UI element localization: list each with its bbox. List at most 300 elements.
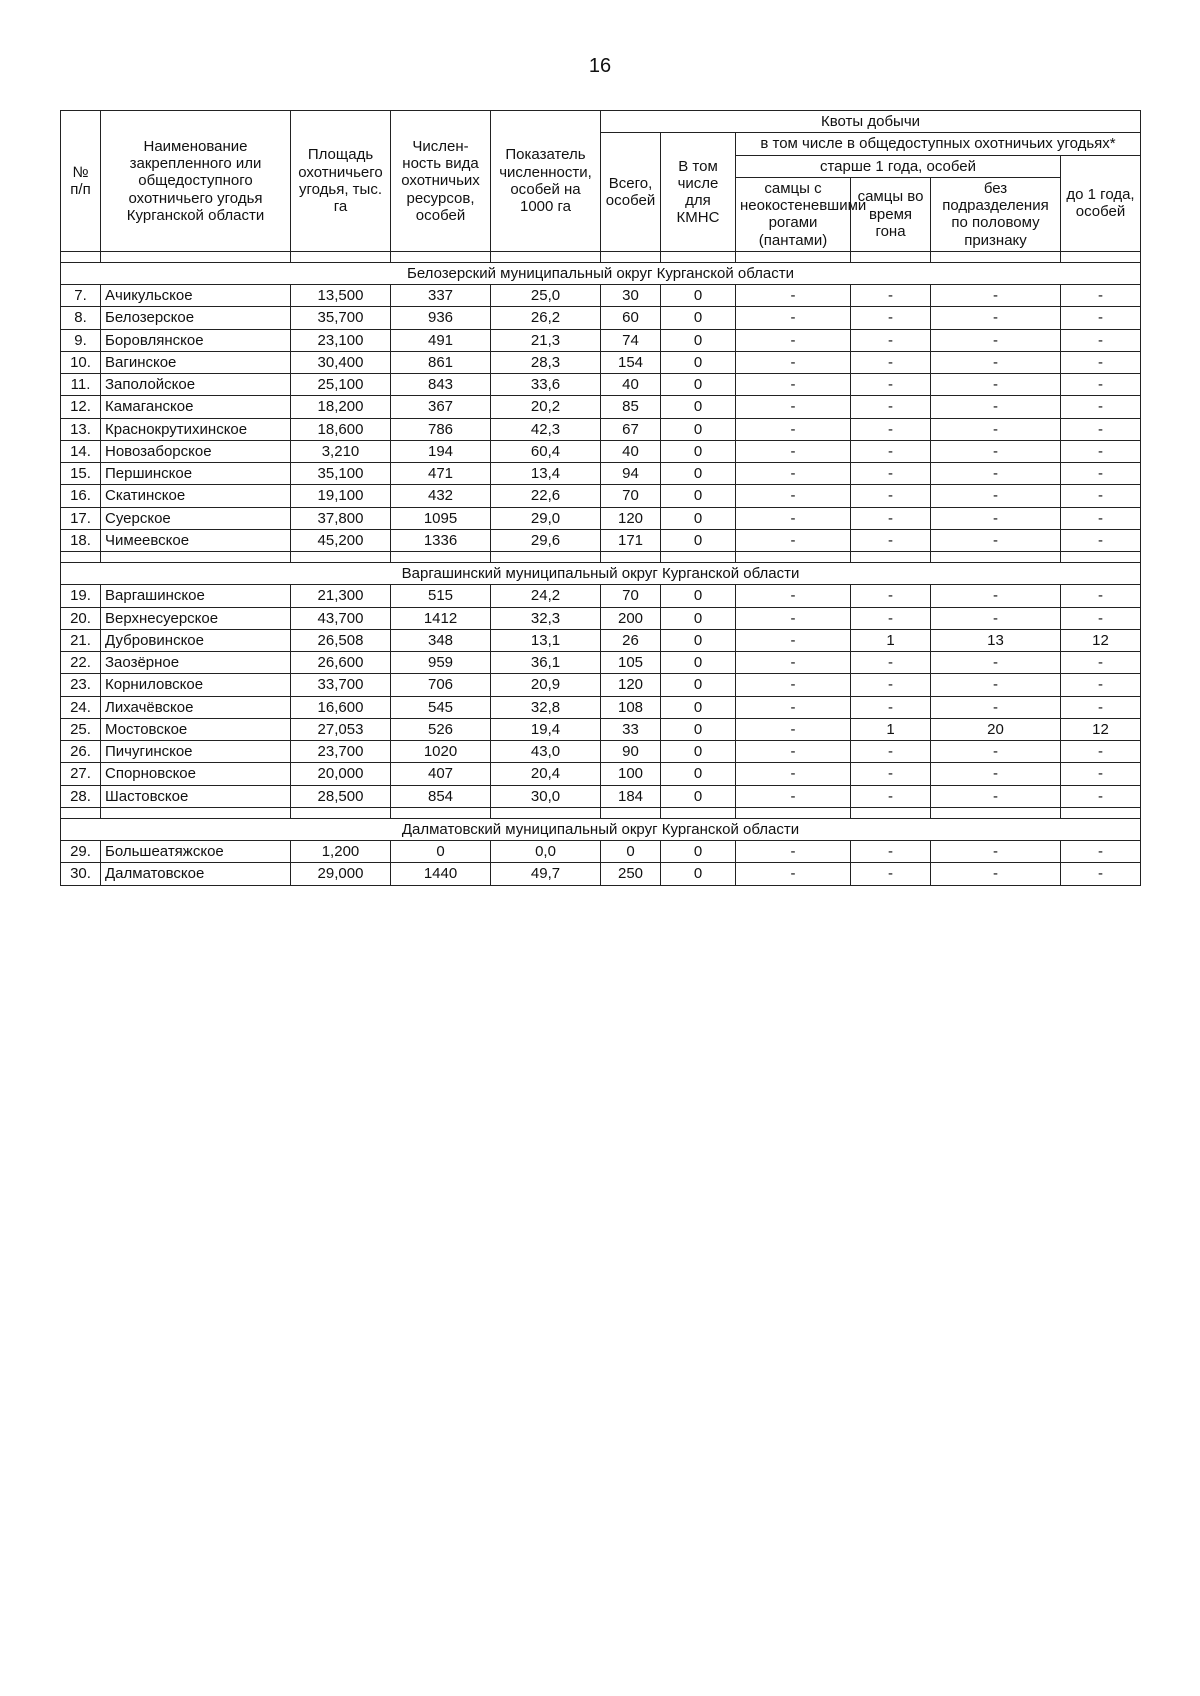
cell-no-sex: - (931, 652, 1061, 674)
cell-name: Краснокрутихинское (101, 418, 291, 440)
cell-density: 0,0 (491, 841, 601, 863)
spacer-cell (391, 552, 491, 563)
cell-density: 43,0 (491, 741, 601, 763)
cell-population: 367 (391, 396, 491, 418)
cell-no-sex: - (931, 374, 1061, 396)
cell-males-rut: - (851, 285, 931, 307)
cell-density: 32,3 (491, 607, 601, 629)
section-title: Варгашинский муниципальный округ Курганской области (61, 563, 1141, 585)
spacer-cell (851, 552, 931, 563)
section-spacer (61, 251, 1141, 262)
cell-area: 30,400 (291, 351, 391, 373)
cell-density: 42,3 (491, 418, 601, 440)
cell-no-sex: - (931, 763, 1061, 785)
cell-males-rut: - (851, 463, 931, 485)
table-row (61, 374, 1141, 396)
cell-males-antlers: - (736, 863, 851, 885)
cell-population: 1412 (391, 607, 491, 629)
cell-total: 85 (601, 396, 661, 418)
cell-num: 9. (61, 329, 101, 351)
cell-name: Далматовское (101, 863, 291, 885)
cell-density: 24,2 (491, 585, 601, 607)
cell-area: 23,700 (291, 741, 391, 763)
cell-under-one: - (1061, 785, 1141, 807)
spacer-cell (1061, 807, 1141, 818)
cell-under-one: - (1061, 285, 1141, 307)
cell-no-sex: - (931, 329, 1061, 351)
cell-population: 1020 (391, 741, 491, 763)
cell-no-sex: - (931, 507, 1061, 529)
cell-kmns: 0 (661, 507, 736, 529)
spacer-cell (736, 807, 851, 818)
cell-no-sex: - (931, 607, 1061, 629)
cell-total: 108 (601, 696, 661, 718)
cell-population: 337 (391, 285, 491, 307)
cell-males-rut: - (851, 418, 931, 440)
cell-kmns: 0 (661, 485, 736, 507)
header-males-rut: самцы во время гона (851, 177, 931, 251)
cell-total: 105 (601, 652, 661, 674)
table-row (61, 329, 1141, 351)
cell-num: 30. (61, 863, 101, 885)
cell-males-antlers: - (736, 585, 851, 607)
spacer-cell (661, 251, 736, 262)
cell-population: 545 (391, 696, 491, 718)
cell-total: 74 (601, 329, 661, 351)
section-title: Далматовский муниципальный округ Курганской области (61, 818, 1141, 840)
cell-males-antlers: - (736, 785, 851, 807)
cell-kmns: 0 (661, 351, 736, 373)
cell-males-antlers: - (736, 607, 851, 629)
cell-males-antlers: - (736, 674, 851, 696)
cell-males-rut: - (851, 741, 931, 763)
header-total: Всего, особей (601, 133, 661, 252)
cell-males-rut: 1 (851, 718, 931, 740)
spacer-cell (661, 807, 736, 818)
cell-density: 19,4 (491, 718, 601, 740)
header-kmns: В том числе для КМНС (661, 133, 736, 252)
cell-males-rut: - (851, 841, 931, 863)
cell-density: 22,6 (491, 485, 601, 507)
spacer-cell (101, 807, 291, 818)
cell-population: 407 (391, 763, 491, 785)
cell-name: Заполойское (101, 374, 291, 396)
spacer-cell (61, 251, 101, 262)
cell-num: 15. (61, 463, 101, 485)
cell-density: 49,7 (491, 863, 601, 885)
table-row (61, 741, 1141, 763)
cell-males-rut: - (851, 396, 931, 418)
cell-under-one: - (1061, 329, 1141, 351)
cell-total: 250 (601, 863, 661, 885)
cell-num: 28. (61, 785, 101, 807)
spacer-cell (491, 251, 601, 262)
cell-males-antlers: - (736, 696, 851, 718)
cell-total: 70 (601, 585, 661, 607)
cell-population: 706 (391, 674, 491, 696)
cell-kmns: 0 (661, 863, 736, 885)
cell-total: 120 (601, 507, 661, 529)
cell-population: 936 (391, 307, 491, 329)
table-row (61, 696, 1141, 718)
cell-name: Варгашинское (101, 585, 291, 607)
cell-area: 28,500 (291, 785, 391, 807)
cell-under-one: - (1061, 863, 1141, 885)
cell-name: Ачикульское (101, 285, 291, 307)
cell-no-sex: - (931, 785, 1061, 807)
cell-total: 40 (601, 440, 661, 462)
cell-population: 432 (391, 485, 491, 507)
cell-males-rut: - (851, 529, 931, 551)
cell-no-sex: - (931, 529, 1061, 551)
cell-under-one: - (1061, 374, 1141, 396)
header-no-sex: без подразделения по половому признаку (931, 177, 1061, 251)
cell-kmns: 0 (661, 418, 736, 440)
cell-name: Большеатяжское (101, 841, 291, 863)
cell-name: Спорновское (101, 763, 291, 785)
cell-area: 18,600 (291, 418, 391, 440)
cell-density: 33,6 (491, 374, 601, 396)
spacer-cell (1061, 552, 1141, 563)
cell-num: 26. (61, 741, 101, 763)
cell-name: Чимеевское (101, 529, 291, 551)
cell-under-one: - (1061, 396, 1141, 418)
cell-kmns: 0 (661, 440, 736, 462)
cell-area: 26,508 (291, 629, 391, 651)
cell-name: Першинское (101, 463, 291, 485)
cell-no-sex: - (931, 463, 1061, 485)
cell-no-sex: - (931, 863, 1061, 885)
cell-population: 491 (391, 329, 491, 351)
spacer-cell (601, 552, 661, 563)
table-header (61, 111, 1141, 252)
cell-area: 45,200 (291, 529, 391, 551)
cell-density: 32,8 (491, 696, 601, 718)
cell-density: 20,2 (491, 396, 601, 418)
section-title-row (61, 262, 1141, 284)
cell-under-one: - (1061, 485, 1141, 507)
table-row (61, 507, 1141, 529)
cell-males-antlers: - (736, 741, 851, 763)
cell-density: 13,1 (491, 629, 601, 651)
table-row (61, 863, 1141, 885)
cell-no-sex: - (931, 307, 1061, 329)
cell-area: 29,000 (291, 863, 391, 885)
cell-kmns: 0 (661, 463, 736, 485)
spacer-cell (661, 552, 736, 563)
header-males-antlers: самцы с неокостеневшими рогами (пантами) (736, 177, 851, 251)
cell-total: 100 (601, 763, 661, 785)
spacer-cell (491, 552, 601, 563)
cell-num: 14. (61, 440, 101, 462)
section-title-row (61, 563, 1141, 585)
cell-name: Вагинское (101, 351, 291, 373)
cell-males-rut: - (851, 585, 931, 607)
cell-males-antlers: - (736, 374, 851, 396)
cell-males-rut: - (851, 607, 931, 629)
cell-kmns: 0 (661, 674, 736, 696)
cell-density: 60,4 (491, 440, 601, 462)
cell-density: 36,1 (491, 652, 601, 674)
table-row (61, 485, 1141, 507)
cell-population: 515 (391, 585, 491, 607)
cell-males-antlers: - (736, 507, 851, 529)
cell-population: 471 (391, 463, 491, 485)
cell-no-sex: - (931, 396, 1061, 418)
cell-under-one: - (1061, 741, 1141, 763)
cell-under-one: - (1061, 763, 1141, 785)
cell-under-one: - (1061, 529, 1141, 551)
cell-density: 13,4 (491, 463, 601, 485)
spacer-cell (291, 552, 391, 563)
cell-kmns: 0 (661, 585, 736, 607)
cell-males-antlers: - (736, 396, 851, 418)
spacer-cell (101, 552, 291, 563)
cell-population: 1336 (391, 529, 491, 551)
cell-area: 19,100 (291, 485, 391, 507)
cell-total: 60 (601, 307, 661, 329)
cell-num: 8. (61, 307, 101, 329)
cell-num: 27. (61, 763, 101, 785)
table-row (61, 351, 1141, 373)
cell-population: 786 (391, 418, 491, 440)
cell-males-antlers: - (736, 463, 851, 485)
table-row (61, 463, 1141, 485)
cell-area: 16,600 (291, 696, 391, 718)
cell-kmns: 0 (661, 652, 736, 674)
cell-males-antlers: - (736, 718, 851, 740)
cell-area: 1,200 (291, 841, 391, 863)
header-name: Наименование закрепленного или общедоступного охотничьего угодья Курганской области (101, 111, 291, 252)
spacer-cell (391, 251, 491, 262)
cell-kmns: 0 (661, 607, 736, 629)
cell-name: Шастовское (101, 785, 291, 807)
cell-population: 854 (391, 785, 491, 807)
cell-under-one: - (1061, 652, 1141, 674)
cell-name: Белозерское (101, 307, 291, 329)
cell-under-one: - (1061, 440, 1141, 462)
cell-no-sex: - (931, 696, 1061, 718)
cell-males-antlers: - (736, 418, 851, 440)
cell-total: 94 (601, 463, 661, 485)
cell-density: 21,3 (491, 329, 601, 351)
cell-area: 35,700 (291, 307, 391, 329)
cell-area: 27,053 (291, 718, 391, 740)
cell-males-rut: - (851, 507, 931, 529)
cell-no-sex: - (931, 741, 1061, 763)
cell-total: 40 (601, 374, 661, 396)
cell-kmns: 0 (661, 763, 736, 785)
cell-density: 20,9 (491, 674, 601, 696)
cell-density: 29,0 (491, 507, 601, 529)
cell-population: 861 (391, 351, 491, 373)
cell-males-antlers: - (736, 485, 851, 507)
table-row (61, 674, 1141, 696)
cell-name: Суерское (101, 507, 291, 529)
table-row (61, 585, 1141, 607)
header-population: Числен-ность вида охотничьих ресурсов, особей (391, 111, 491, 252)
cell-num: 10. (61, 351, 101, 373)
cell-total: 200 (601, 607, 661, 629)
section-title-row (61, 818, 1141, 840)
cell-name: Верхнесуерское (101, 607, 291, 629)
cell-males-antlers: - (736, 307, 851, 329)
cell-males-rut: - (851, 374, 931, 396)
cell-kmns: 0 (661, 529, 736, 551)
cell-kmns: 0 (661, 329, 736, 351)
cell-total: 67 (601, 418, 661, 440)
cell-num: 20. (61, 607, 101, 629)
table-row (61, 307, 1141, 329)
spacer-cell (391, 807, 491, 818)
cell-name: Корниловское (101, 674, 291, 696)
spacer-cell (736, 552, 851, 563)
cell-total: 70 (601, 485, 661, 507)
table-body (61, 251, 1141, 885)
cell-males-antlers: - (736, 652, 851, 674)
spacer-cell (291, 251, 391, 262)
cell-area: 35,100 (291, 463, 391, 485)
cell-population: 0 (391, 841, 491, 863)
cell-kmns: 0 (661, 396, 736, 418)
cell-area: 13,500 (291, 285, 391, 307)
cell-name: Камаганское (101, 396, 291, 418)
cell-males-antlers: - (736, 351, 851, 373)
cell-area: 43,700 (291, 607, 391, 629)
cell-males-rut: - (851, 652, 931, 674)
cell-kmns: 0 (661, 696, 736, 718)
cell-num: 19. (61, 585, 101, 607)
cell-area: 21,300 (291, 585, 391, 607)
cell-area: 23,100 (291, 329, 391, 351)
cell-no-sex: - (931, 418, 1061, 440)
cell-no-sex: - (931, 485, 1061, 507)
section-spacer (61, 807, 1141, 818)
cell-population: 1095 (391, 507, 491, 529)
cell-num: 29. (61, 841, 101, 863)
cell-population: 348 (391, 629, 491, 651)
table-row (61, 718, 1141, 740)
cell-under-one: - (1061, 507, 1141, 529)
cell-under-one: - (1061, 696, 1141, 718)
cell-num: 18. (61, 529, 101, 551)
cell-under-one: - (1061, 674, 1141, 696)
header-num: № п/п (61, 111, 101, 252)
cell-kmns: 0 (661, 285, 736, 307)
spacer-cell (601, 807, 661, 818)
cell-num: 7. (61, 285, 101, 307)
cell-males-rut: - (851, 785, 931, 807)
cell-total: 154 (601, 351, 661, 373)
cell-under-one: - (1061, 351, 1141, 373)
cell-males-rut: - (851, 351, 931, 373)
cell-total: 26 (601, 629, 661, 651)
cell-no-sex: - (931, 585, 1061, 607)
cell-under-one: 12 (1061, 629, 1141, 651)
spacer-cell (736, 251, 851, 262)
cell-density: 29,6 (491, 529, 601, 551)
spacer-cell (61, 552, 101, 563)
cell-under-one: - (1061, 841, 1141, 863)
cell-population: 959 (391, 652, 491, 674)
cell-males-antlers: - (736, 529, 851, 551)
cell-total: 171 (601, 529, 661, 551)
table-row (61, 652, 1141, 674)
header-quotas-group: Квоты добычи (601, 111, 1141, 133)
table-row (61, 629, 1141, 651)
cell-name: Дубровинское (101, 629, 291, 651)
cell-males-antlers: - (736, 329, 851, 351)
cell-no-sex: - (931, 674, 1061, 696)
table-row (61, 785, 1141, 807)
cell-num: 12. (61, 396, 101, 418)
cell-males-rut: - (851, 863, 931, 885)
cell-males-antlers: - (736, 841, 851, 863)
cell-num: 24. (61, 696, 101, 718)
cell-area: 37,800 (291, 507, 391, 529)
cell-num: 25. (61, 718, 101, 740)
cell-total: 33 (601, 718, 661, 740)
cell-density: 28,3 (491, 351, 601, 373)
table-row (61, 440, 1141, 462)
cell-kmns: 0 (661, 718, 736, 740)
cell-no-sex: - (931, 440, 1061, 462)
spacer-cell (291, 807, 391, 818)
cell-under-one: - (1061, 307, 1141, 329)
spacer-cell (61, 807, 101, 818)
cell-name: Пичугинское (101, 741, 291, 763)
cell-num: 17. (61, 507, 101, 529)
cell-population: 526 (391, 718, 491, 740)
cell-name: Мостовское (101, 718, 291, 740)
cell-males-rut: 1 (851, 629, 931, 651)
cell-num: 23. (61, 674, 101, 696)
cell-no-sex: - (931, 841, 1061, 863)
cell-total: 0 (601, 841, 661, 863)
cell-males-antlers: - (736, 629, 851, 651)
cell-population: 1440 (391, 863, 491, 885)
cell-name: Лихачёвское (101, 696, 291, 718)
cell-kmns: 0 (661, 741, 736, 763)
cell-no-sex: - (931, 351, 1061, 373)
cell-no-sex: 13 (931, 629, 1061, 651)
spacer-cell (931, 251, 1061, 262)
cell-males-antlers: - (736, 285, 851, 307)
cell-kmns: 0 (661, 374, 736, 396)
cell-area: 3,210 (291, 440, 391, 462)
cell-kmns: 0 (661, 841, 736, 863)
cell-males-rut: - (851, 674, 931, 696)
header-density: Показатель численности, особей на 1000 га (491, 111, 601, 252)
spacer-cell (1061, 251, 1141, 262)
cell-males-rut: - (851, 307, 931, 329)
cell-density: 26,2 (491, 307, 601, 329)
cell-kmns: 0 (661, 785, 736, 807)
cell-population: 843 (391, 374, 491, 396)
cell-name: Скатинское (101, 485, 291, 507)
section-title: Белозерский муниципальный округ Курганской области (61, 262, 1141, 284)
spacer-cell (101, 251, 291, 262)
cell-area: 26,600 (291, 652, 391, 674)
spacer-cell (601, 251, 661, 262)
cell-name: Новозаборское (101, 440, 291, 462)
cell-males-rut: - (851, 696, 931, 718)
page-number: 16 (588, 55, 612, 77)
cell-under-one: 12 (1061, 718, 1141, 740)
cell-num: 11. (61, 374, 101, 396)
cell-num: 22. (61, 652, 101, 674)
header-public-group: в том числе в общедоступных охотничьих угодьях* (736, 133, 1141, 155)
